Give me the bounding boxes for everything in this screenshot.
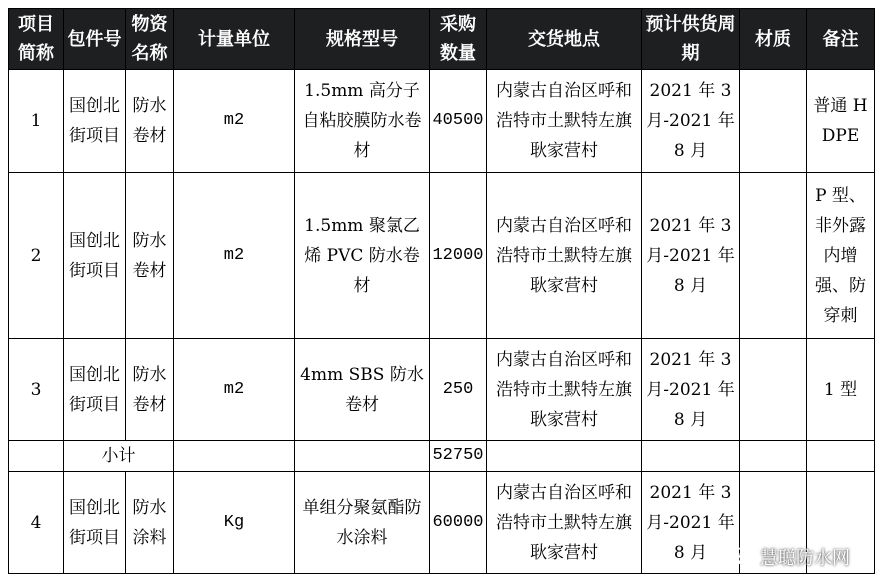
header-qty: 采购数量 — [430, 9, 487, 70]
cell-empty — [174, 441, 295, 472]
cell-package: 国创北街项目 — [64, 173, 126, 339]
header-texture: 材质 — [740, 9, 807, 70]
subtotal-row — [9, 441, 875, 472]
cell-location: 内蒙古自治区呼和浩特市土默特左旗耿家营村 — [487, 173, 642, 339]
cell-project: 4 — [9, 472, 64, 574]
cell-spec: 4mm SBS 防水卷材 — [295, 339, 430, 441]
cell-texture — [740, 339, 807, 441]
watermark — [728, 544, 850, 570]
subtotal-label: 小计 — [64, 441, 174, 472]
cell-unit: m2 — [174, 70, 295, 173]
cell-package: 国创北街项目 — [64, 70, 126, 173]
header-row — [9, 9, 875, 70]
cell-qty: 60000 — [430, 472, 487, 574]
watermark-text: 慧聪防水网 — [760, 548, 850, 569]
cell-qty: 12000 — [430, 173, 487, 339]
cell-location: 内蒙古自治区呼和浩特市土默特左旗耿家营村 — [487, 70, 642, 173]
cell-material: 防水卷材 — [126, 339, 174, 441]
header-remark: 备注 — [807, 9, 875, 70]
procurement-table — [8, 8, 875, 574]
cell-spec: 1.5mm 聚氯乙烯 PVC 防水卷材 — [295, 173, 430, 339]
cell-project: 3 — [9, 339, 64, 441]
cell-package: 国创北街项目 — [64, 339, 126, 441]
header-location: 交货地点 — [487, 9, 642, 70]
cell-remark: P 型、非外露内增强、防穿刺 — [807, 173, 875, 339]
cell-remark: 普通 HDPE — [807, 70, 875, 173]
cell-unit: m2 — [174, 339, 295, 441]
cell-period: 2021 年 3 月-2021 年 8 月 — [642, 70, 740, 173]
header-period: 预计供货周期 — [642, 9, 740, 70]
header-material: 物资名称 — [126, 9, 174, 70]
cell-spec: 单组分聚氨酯防水涂料 — [295, 472, 430, 574]
cell-qty: 40500 — [430, 70, 487, 173]
cell-empty — [642, 441, 740, 472]
cell-remark: 1 型 — [807, 339, 875, 441]
cell-project: 1 — [9, 70, 64, 173]
cell-project: 2 — [9, 173, 64, 339]
cell-period: 2021 年 3 月-2021 年 8 月 — [642, 339, 740, 441]
subtotal-qty: 52750 — [430, 441, 487, 472]
cell-unit: Kg — [174, 472, 295, 574]
cell-material: 防水卷材 — [126, 70, 174, 173]
header-unit: 计量单位 — [174, 9, 295, 70]
cell-qty: 250 — [430, 339, 487, 441]
cell-spec: 1.5mm 高分子自粘胶膜防水卷材 — [295, 70, 430, 173]
cell-empty — [807, 441, 875, 472]
cell-unit: m2 — [174, 173, 295, 339]
cell-empty — [9, 441, 64, 472]
cell-material: 防水卷材 — [126, 173, 174, 339]
table-row — [9, 339, 875, 441]
cell-material: 防水涂料 — [126, 472, 174, 574]
wechat-icon — [728, 544, 754, 570]
table-row — [9, 70, 875, 173]
table-row — [9, 173, 875, 339]
cell-period: 2021 年 3 月-2021 年 8 月 — [642, 173, 740, 339]
header-project: 项目简称 — [9, 9, 64, 70]
cell-empty — [740, 441, 807, 472]
header-spec: 规格型号 — [295, 9, 430, 70]
cell-location: 内蒙古自治区呼和浩特市土默特左旗耿家营村 — [487, 472, 642, 574]
cell-package: 国创北街项目 — [64, 472, 126, 574]
cell-texture — [740, 173, 807, 339]
cell-empty — [487, 441, 642, 472]
cell-location: 内蒙古自治区呼和浩特市土默特左旗耿家营村 — [487, 339, 642, 441]
header-package: 包件号 — [64, 9, 126, 70]
cell-texture — [740, 70, 807, 173]
cell-period: 2021 年 3 月-2021 年 8 月 — [642, 472, 740, 574]
cell-empty — [295, 441, 430, 472]
